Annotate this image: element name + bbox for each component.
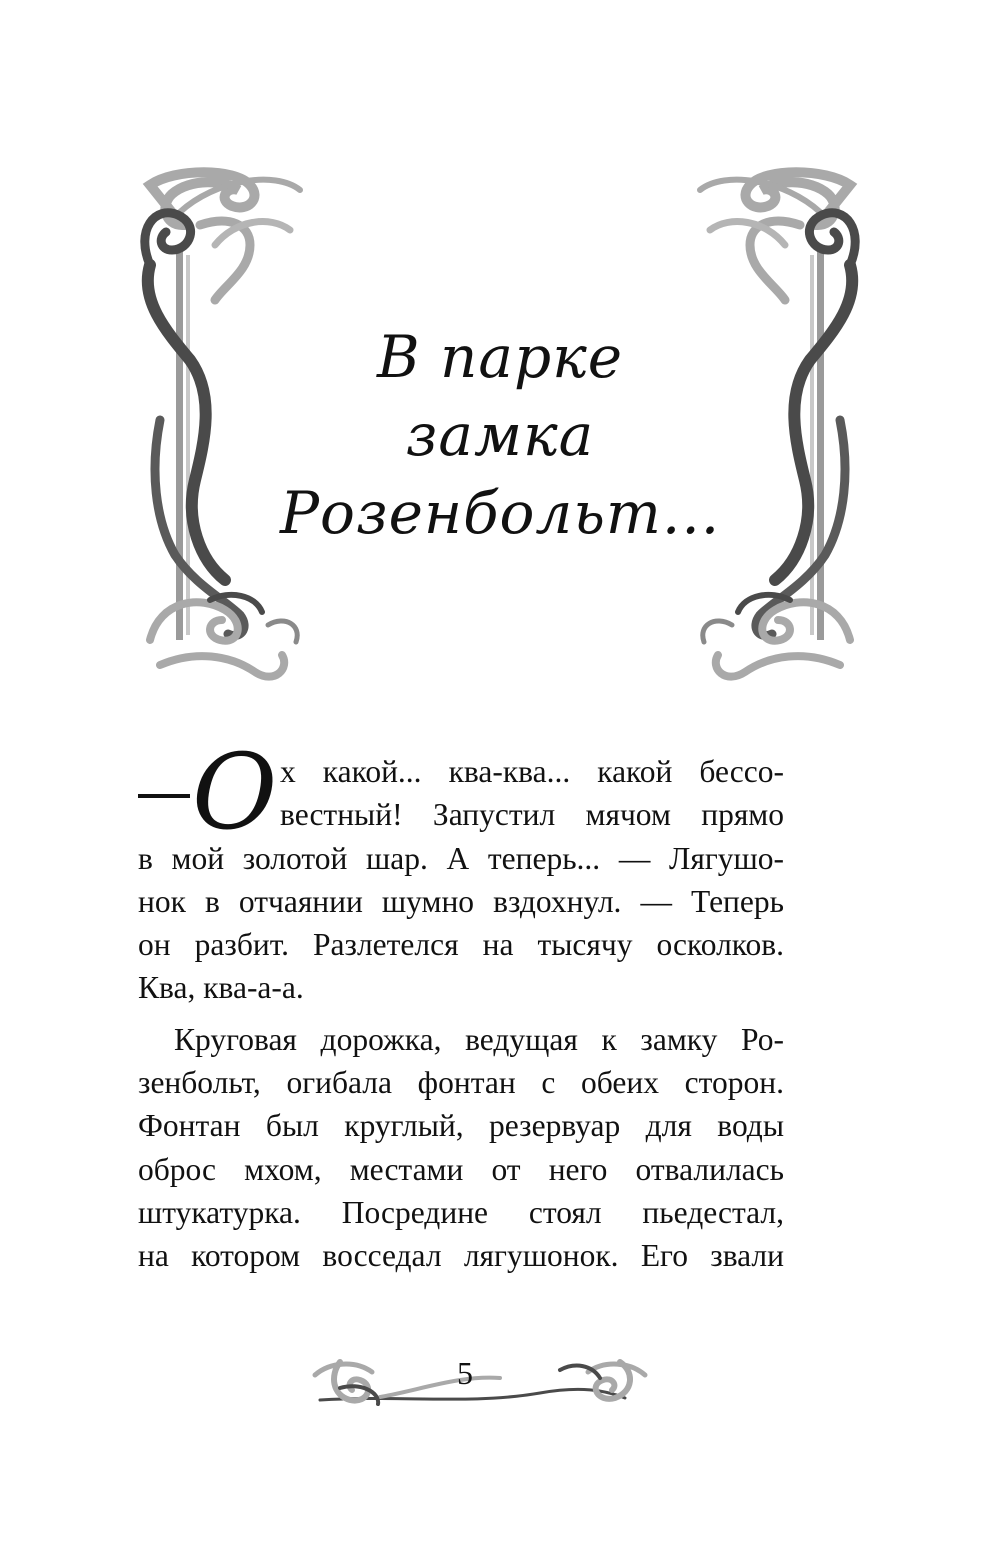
chapter-title bbox=[280, 318, 720, 552]
chapter-title-line: Розенбольт... bbox=[280, 479, 721, 547]
text-line: Круговая дорожка, ведущая к замку Ро- bbox=[174, 1021, 784, 1057]
drop-cap bbox=[138, 731, 278, 853]
paragraph-2 bbox=[138, 1018, 784, 1278]
left-frame-ornament bbox=[145, 172, 300, 676]
body-text bbox=[138, 731, 784, 1278]
text-line: х какой... ква-ква... какой бессо- bbox=[280, 754, 784, 789]
drop-cap-letter: О bbox=[192, 731, 278, 853]
drop-cap-dash-text bbox=[138, 750, 139, 751]
text-line: в мой золотой шар. А теперь... — Лягушо- bbox=[138, 840, 784, 876]
text-line: нок в отчаянии шумно вздохнул. — Теперь bbox=[138, 883, 784, 919]
drop-cap-dash bbox=[138, 794, 190, 798]
page-number: 5 bbox=[457, 1355, 473, 1391]
text-line: оброс мхом, местами от него отвалилась bbox=[138, 1151, 784, 1187]
text-line: вестный! Запустил мячом прямо bbox=[280, 797, 784, 833]
text-line: Ква, ква-а-а. bbox=[138, 970, 304, 1006]
text-line: он разбит. Разлетелся на тысячу осколков. bbox=[138, 927, 784, 963]
paragraph-1 bbox=[138, 731, 784, 1010]
right-frame-ornament bbox=[700, 172, 855, 676]
text-line: на котором восседал лягушонок. Его звали bbox=[138, 1238, 784, 1274]
chapter-title-line: замка bbox=[405, 401, 595, 469]
text-line: штукатурка. Посредине стоял пьедестал, bbox=[138, 1194, 784, 1230]
text-line: Фонтан был круглый, резервуар для воды bbox=[138, 1108, 784, 1144]
text-line: зенбольт, огибала фонтан с обеих сторон. bbox=[138, 1065, 784, 1101]
chapter-title-line: В парке bbox=[376, 323, 624, 391]
